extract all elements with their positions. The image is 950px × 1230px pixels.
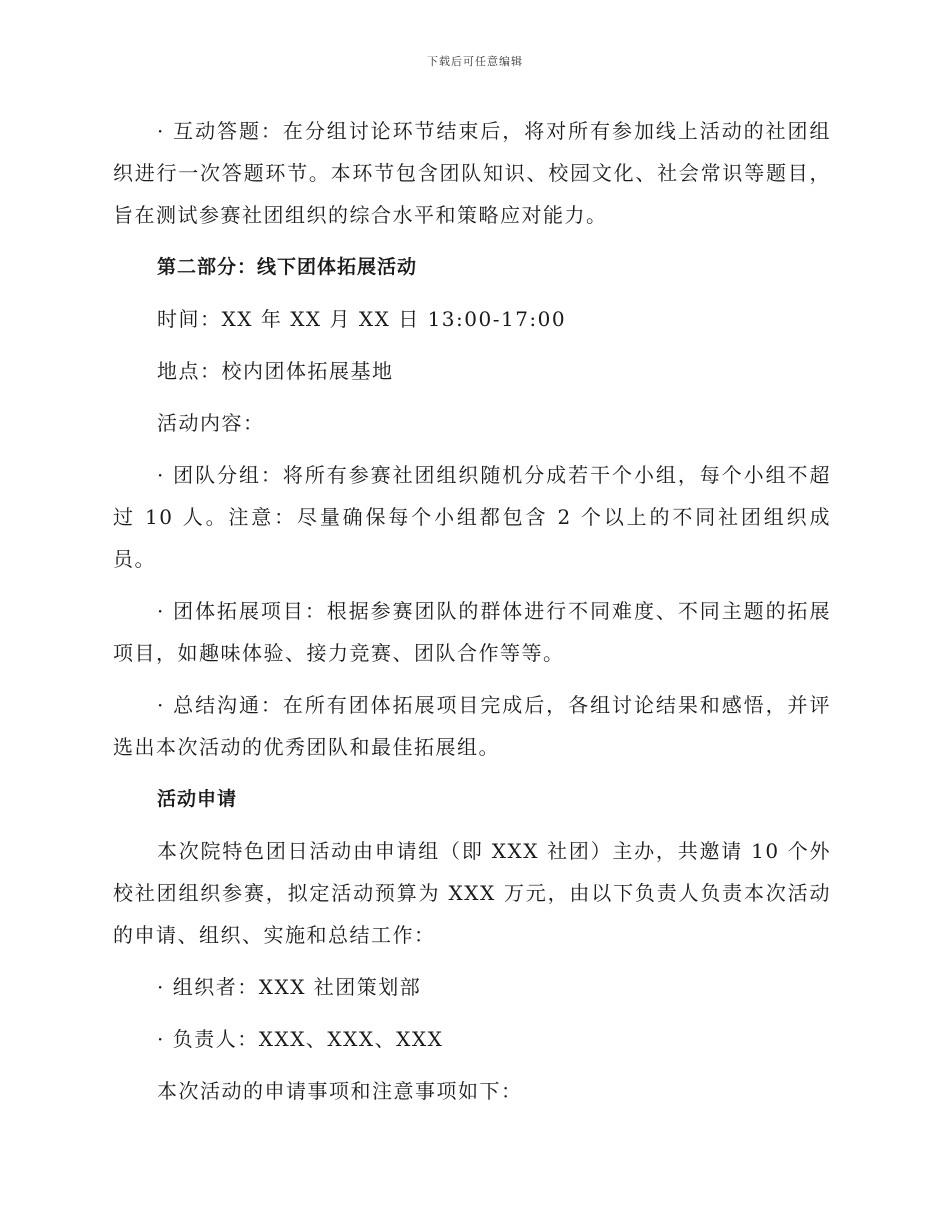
paragraph-team-projects: · 团体拓展项目：根据参赛团队的群体进行不同难度、不同主题的拓展项目，如趣味体验、接力竞赛、团队合作等等。 bbox=[113, 599, 831, 665]
time-line: 时间：XX 年 XX 月 XX 日 13:00-17:00 bbox=[157, 307, 567, 331]
organizer-line: · 组织者：XXX 社团策划部 bbox=[157, 975, 422, 999]
heading-part-two: 第二部分：线下团体拓展活动 bbox=[157, 256, 418, 278]
paragraph-interactive-quiz: · 互动答题：在分组讨论环节结束后，将对所有参加线上活动的社团组织进行一次答题环节。本环节包含团队知识、校园文化、社会常识等题目，旨在测试参赛社团组织的综合水平和策略应对能力。 bbox=[113, 119, 831, 227]
paragraph-team-grouping: · 团队分组：将所有参赛社团组织随机分成若干个小组，每个小组不超过 10 人。注意：尽量确保每个小组都包含 2 个以上的不同社团组织成员。 bbox=[113, 463, 831, 571]
document-body bbox=[113, 110, 831, 1122]
paragraph-summary: · 总结沟通：在所有团体拓展项目完成后，各组讨论结果和感悟，并评选出本次活动的优秀团队和最佳拓展组。 bbox=[113, 693, 831, 759]
leader-line: · 负责人：XXX、XXX、XXX bbox=[157, 1027, 444, 1051]
closing-line: 本次活动的申请事项和注意事项如下： bbox=[157, 1079, 523, 1103]
heading-activity-application: 活动申请 bbox=[157, 788, 238, 810]
content-label: 活动内容： bbox=[157, 411, 265, 435]
page-header: 下载后可任意编辑 bbox=[427, 55, 523, 68]
location-line: 地点：校内团体拓展基地 bbox=[157, 359, 394, 383]
paragraph-application: 本次院特色团日活动由申请组（即 XXX 社团）主办，共邀请 10 个外校社团组织参赛，拟定活动预算为 XXX 万元，由以下负责人负责本次活动的申请、组织、实施和总结工作： bbox=[113, 839, 831, 947]
